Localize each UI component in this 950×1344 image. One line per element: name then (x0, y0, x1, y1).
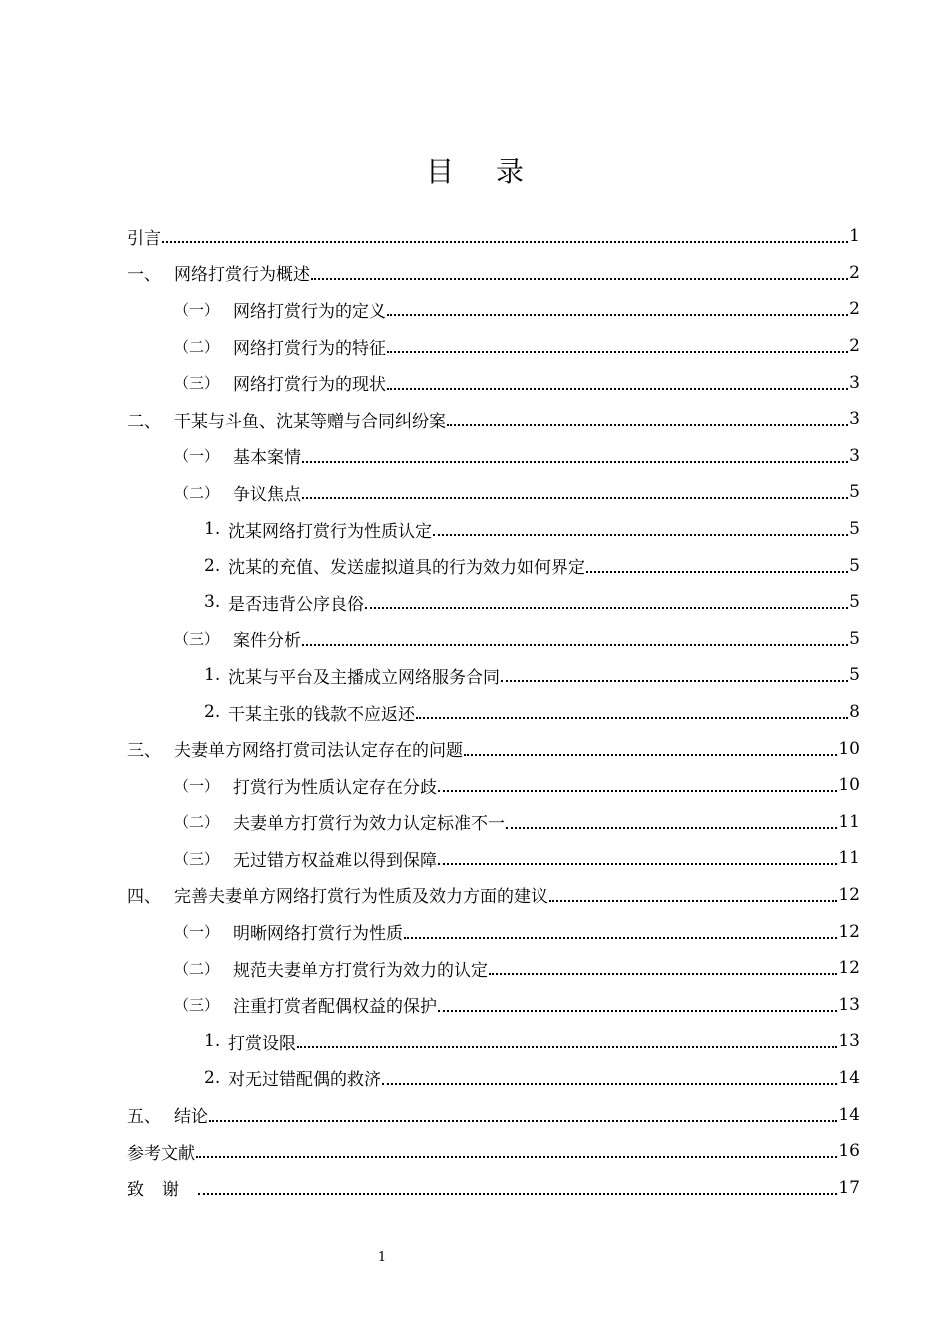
toc-entry[interactable] (127, 328, 860, 365)
toc-entry-page: 1 (849, 226, 860, 247)
toc-entry-number: 五、 (127, 1107, 161, 1128)
toc-entry-number: （一） (174, 776, 220, 795)
toc-dot-leader (387, 314, 848, 316)
toc-entry[interactable] (127, 657, 860, 694)
toc-entry-label: 网络打赏行为概述 (174, 265, 310, 286)
toc-entry-label: 夫妻单方网络打赏司法认定存在的问题 (174, 741, 463, 762)
toc-dot-leader (209, 1120, 837, 1122)
toc-entry[interactable] (127, 767, 860, 804)
toc-dot-leader (365, 607, 848, 609)
toc-entry[interactable] (127, 694, 860, 731)
toc-dot-leader (489, 973, 837, 975)
toc-dot-leader (586, 571, 848, 573)
toc-entry[interactable] (127, 730, 860, 767)
toc-entry-number: 1. (204, 519, 221, 540)
toc-dot-leader (438, 790, 837, 792)
toc-entry-page: 8 (849, 702, 860, 723)
toc-dot-leader (382, 1083, 837, 1085)
toc-title-char-2: 录 (496, 155, 525, 188)
toc-entry-page: 3 (849, 445, 860, 466)
toc-entry-page: 5 (849, 665, 860, 686)
toc-entry-label: 是否违背公序良俗 (228, 594, 364, 615)
toc-entry[interactable] (127, 804, 860, 841)
toc-entry[interactable] (127, 364, 860, 401)
toc-entry-label: 致谢 (127, 1180, 197, 1201)
toc-entry-label: 干某主张的钱款不应返还 (228, 704, 415, 725)
toc-entry-number: （二） (174, 337, 220, 356)
toc-entry-number: 2. (204, 1067, 221, 1088)
toc-entry-number: （一） (174, 300, 220, 319)
toc-entry-page: 17 (838, 1177, 860, 1198)
toc-entry-label: 注重打赏者配偶权益的保护 (233, 997, 437, 1018)
toc-entry-page: 13 (838, 994, 860, 1015)
toc-entry-page: 2 (849, 299, 860, 320)
toc-entry-number: 3. (204, 592, 221, 613)
toc-entry-page: 14 (838, 1104, 860, 1125)
toc-entry-label: 干某与斗鱼、沈某等赠与合同纠纷案 (174, 411, 446, 432)
toc-dot-leader (302, 644, 848, 646)
toc-entry-label: 明晰网络打赏行为性质 (233, 924, 403, 945)
toc-dot-leader (501, 680, 848, 682)
toc-entry-page: 5 (849, 482, 860, 503)
toc-entry-label: 打赏行为性质认定存在分歧 (233, 777, 437, 798)
toc-entry-label: 案件分析 (233, 631, 301, 652)
toc-dot-leader (404, 937, 837, 939)
toc-dot-leader (464, 754, 837, 756)
toc-entry[interactable] (127, 474, 860, 511)
toc-entry-number: （二） (174, 483, 220, 502)
toc-dot-leader (387, 351, 848, 353)
toc-title (0, 150, 950, 190)
toc-entry-page: 5 (849, 592, 860, 613)
toc-entry[interactable] (127, 218, 860, 255)
toc-entry-page: 3 (849, 409, 860, 430)
toc-entry[interactable] (127, 1023, 860, 1060)
toc-entry[interactable] (127, 913, 860, 950)
toc-entry[interactable] (127, 950, 860, 987)
toc-entry-page: 5 (849, 555, 860, 576)
toc-entry-number: （一） (174, 923, 220, 942)
toc-dot-leader (302, 497, 848, 499)
toc-entry-page: 2 (849, 336, 860, 357)
toc-entry-number: 1. (204, 1031, 221, 1052)
toc-entry-page: 2 (849, 262, 860, 283)
toc-entry-page: 10 (838, 775, 860, 796)
toc-entry-page: 16 (838, 1141, 860, 1162)
toc-entry[interactable] (127, 291, 860, 328)
toc-entry-label: 结论 (174, 1107, 208, 1128)
toc-entry[interactable] (127, 401, 860, 438)
toc-entry-label: 争议焦点 (233, 484, 301, 505)
toc-title-char-1: 目 (425, 155, 454, 188)
toc-entry-number: （二） (174, 959, 220, 978)
toc-dot-leader (549, 900, 837, 902)
toc-entry-label: 沈某与平台及主播成立网络服务合同 (228, 667, 500, 688)
page-number: 1 (377, 1250, 387, 1265)
toc-entry[interactable] (127, 986, 860, 1023)
toc-entry-number: （二） (174, 813, 220, 832)
toc-entry-page: 11 (838, 848, 860, 869)
toc-entry-page: 5 (849, 628, 860, 649)
toc-entry-number: 三、 (127, 741, 161, 762)
toc-entry[interactable] (127, 511, 860, 548)
toc-entry-page: 12 (838, 884, 860, 905)
toc-dot-leader (506, 827, 837, 829)
toc-entry-page: 11 (838, 811, 860, 832)
toc-entry-page: 13 (838, 1031, 860, 1052)
toc-dot-leader (198, 1193, 837, 1195)
toc-dot-leader (438, 1010, 837, 1012)
toc-entry-number: （一） (174, 447, 220, 466)
toc-entry[interactable] (127, 1060, 860, 1097)
toc-entry-number: （三） (174, 630, 220, 649)
toc-dot-leader (196, 1156, 837, 1158)
toc-entry-number: 1. (204, 665, 221, 686)
toc-entry-label: 参考文献 (127, 1143, 195, 1164)
table-of-contents (127, 218, 860, 1206)
toc-dot-leader (438, 863, 837, 865)
toc-entry-label: 打赏设限 (228, 1033, 296, 1054)
toc-entry[interactable] (127, 1169, 860, 1206)
toc-entry-label: 夫妻单方打赏行为效力认定标准不一 (233, 814, 505, 835)
toc-entry-label: 沈某的充值、发送虚拟道具的行为效力如何界定 (228, 558, 585, 579)
toc-entry-number: 2. (204, 702, 221, 723)
toc-dot-leader (433, 534, 848, 536)
toc-entry-page: 3 (849, 372, 860, 393)
toc-dot-leader (447, 424, 848, 426)
toc-entry[interactable] (127, 1133, 860, 1170)
toc-entry-label: 规范夫妻单方打赏行为效力的认定 (233, 960, 488, 981)
toc-dot-leader (311, 278, 848, 280)
toc-entry-label: 基本案情 (233, 448, 301, 469)
toc-entry-label: 对无过错配偶的救济 (228, 1070, 381, 1091)
toc-entry[interactable] (127, 621, 860, 658)
toc-dot-leader (416, 717, 848, 719)
toc-entry-label: 网络打赏行为的定义 (233, 301, 386, 322)
toc-entry-page: 10 (838, 738, 860, 759)
toc-entry-number: 2. (204, 555, 221, 576)
toc-entry-label: 无过错方权益难以得到保障 (233, 850, 437, 871)
toc-entry-number: 二、 (127, 411, 161, 432)
toc-dot-leader (387, 388, 848, 390)
toc-entry-number: （三） (174, 996, 220, 1015)
toc-entry[interactable] (127, 840, 860, 877)
toc-entry-label: 网络打赏行为的现状 (233, 375, 386, 396)
toc-entry-page: 12 (838, 921, 860, 942)
toc-entry-page: 14 (838, 1067, 860, 1088)
toc-entry-number: （三） (174, 849, 220, 868)
toc-entry-label: 引言 (127, 228, 161, 249)
toc-dot-leader (162, 241, 848, 243)
toc-entry-page: 12 (838, 958, 860, 979)
toc-dot-leader (297, 1046, 837, 1048)
toc-entry[interactable] (127, 1096, 860, 1133)
toc-entry-number: （三） (174, 374, 220, 393)
toc-entry[interactable] (127, 547, 860, 584)
toc-entry[interactable] (127, 438, 860, 475)
toc-entry-label: 沈某网络打赏行为性质认定 (228, 521, 432, 542)
toc-entry-number: 一、 (127, 265, 161, 286)
toc-entry[interactable] (127, 255, 860, 292)
toc-dot-leader (302, 461, 848, 463)
toc-entry[interactable] (127, 877, 860, 914)
toc-entry[interactable] (127, 584, 860, 621)
toc-entry-number: 四、 (127, 887, 161, 908)
toc-entry-page: 5 (849, 519, 860, 540)
toc-entry-label: 网络打赏行为的特征 (233, 338, 386, 359)
toc-entry-label: 完善夫妻单方网络打赏行为性质及效力方面的建议 (174, 887, 548, 908)
